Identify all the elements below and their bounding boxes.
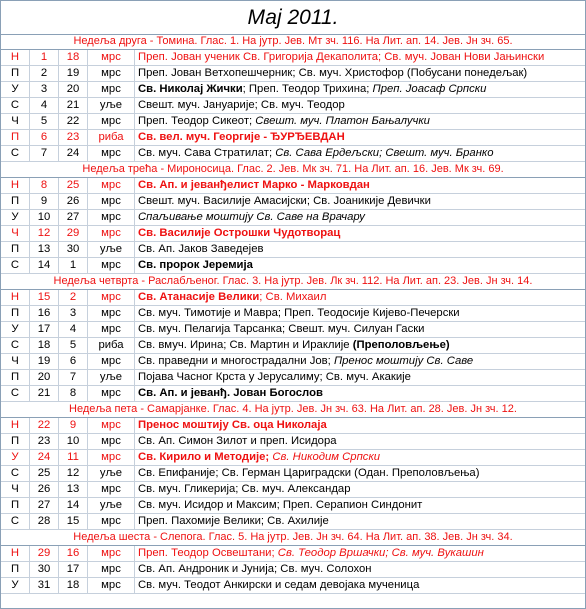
new-style-date-cell: 19 [30,354,59,369]
day-row [1,466,585,482]
week-header: Недеља пета - Самарјанке. Глас. 4. На јутр. Јев. Јн зч. 63. На Лит. ап. 28. Јев. Јн зч. 12. [1,402,585,418]
saints-cell [135,98,585,113]
saints-cell [135,194,585,209]
saint-text: Св. Ап. Андроник и Јунија; Св. муч. Солохон [138,563,372,575]
saints-cell [135,578,585,593]
saint-text: Св. муч. Пелагија Тарсанка; Свешт. муч. Силуан Гаски [138,323,425,335]
new-style-date-cell: 2 [30,66,59,81]
saints-cell [135,242,585,257]
saints-cell [135,290,585,305]
weekday-cell: У [1,210,30,225]
saint-text: Свешт. муч. Јануарије; Св. муч. Теодор [138,99,345,111]
saints-cell [135,130,585,145]
fasting-cell: мрс [88,562,135,577]
weekday-cell: Ч [1,226,30,241]
saints-cell [135,210,585,225]
new-style-date-cell: 20 [30,370,59,385]
saints-cell [135,306,585,321]
saint-text: Св. Сава Ердељски; Свешт. муч. Бранко [275,147,494,159]
fasting-cell: мрс [88,66,135,81]
new-style-date-cell: 27 [30,498,59,513]
new-style-date-cell: 30 [30,562,59,577]
saint-text: Св. пророк Јеремија [138,259,253,271]
saint-text: Преп. Теодор Сикеот; [138,115,256,127]
day-row [1,354,585,370]
saints-cell [135,114,585,129]
weekday-cell: С [1,146,30,161]
saints-cell [135,146,585,161]
saints-cell [135,434,585,449]
new-style-date-cell: 9 [30,194,59,209]
day-row [1,562,585,578]
old-style-date-cell: 1 [59,258,88,273]
fasting-cell: мрс [88,210,135,225]
day-row [1,194,585,210]
old-style-date-cell: 18 [59,50,88,65]
old-style-date-cell: 26 [59,194,88,209]
saint-text: Преп. Пахомије Велики; Св. Ахилије [138,515,329,527]
weekday-cell: П [1,370,30,385]
new-style-date-cell: 16 [30,306,59,321]
day-row [1,322,585,338]
old-style-date-cell: 21 [59,98,88,113]
saints-cell [135,338,585,353]
day-row [1,418,585,434]
day-row [1,578,585,594]
day-row [1,130,585,146]
fasting-cell: мрс [88,146,135,161]
weekday-cell: П [1,194,30,209]
saint-text: Појава Часног Крста у Јерусалиму; Св. муч. Акакије [138,371,411,383]
saint-text: Св. Теодор Вршачки; Св. муч. Вукашин [277,547,484,559]
saint-text: Преп. Јован ученик Св. Григорија Декаполита; Св. муч. Јован Нови Јањински [138,51,545,63]
saint-text: Пренос моштију Св. оца Николаја [138,419,327,431]
saint-text: ; Преп. Теодор Трихина; [242,83,373,95]
day-row [1,386,585,402]
saint-text: Св. Епифаније; Св. Герман Цариградски (Одан. Преполовљења) [138,467,480,479]
old-style-date-cell: 23 [59,130,88,145]
day-row [1,498,585,514]
fasting-cell: риба [88,338,135,353]
week-header: Недеља шеста - Слепога. Глас. 5. На јутр. Јев. Јн зч. 64. На Лит. ап. 38. Јев. Јн зч. 34. [1,530,585,546]
weekday-cell: П [1,130,30,145]
old-style-date-cell: 4 [59,322,88,337]
old-style-date-cell: 2 [59,290,88,305]
day-row [1,98,585,114]
day-row [1,450,585,466]
saint-text: Свешт. муч. Платон Бањалучки [255,115,430,127]
day-row [1,370,585,386]
old-style-date-cell: 22 [59,114,88,129]
old-style-date-cell: 12 [59,466,88,481]
weekday-cell: Н [1,290,30,305]
day-row [1,546,585,562]
new-style-date-cell: 26 [30,482,59,497]
saints-cell [135,370,585,385]
new-style-date-cell: 21 [30,386,59,401]
saints-cell [135,226,585,241]
saints-cell [135,498,585,513]
saint-text: Преп. Теодор Освештани; [138,547,278,559]
fasting-cell: мрс [88,114,135,129]
new-style-date-cell: 14 [30,258,59,273]
fasting-cell: мрс [88,306,135,321]
saints-cell [135,386,585,401]
saint-text: Св. Ап. и јеванђ. Јован Богослов [138,387,323,399]
new-style-date-cell: 25 [30,466,59,481]
weekday-cell: У [1,450,30,465]
saint-text: ; Св. Михаил [259,291,327,303]
old-style-date-cell: 14 [59,498,88,513]
day-row [1,434,585,450]
weekday-cell: У [1,322,30,337]
old-style-date-cell: 17 [59,562,88,577]
fasting-cell: мрс [88,290,135,305]
weekday-cell: Ч [1,482,30,497]
new-style-date-cell: 8 [30,178,59,193]
fasting-cell: уље [88,370,135,385]
saints-cell [135,66,585,81]
old-style-date-cell: 29 [59,226,88,241]
old-style-date-cell: 25 [59,178,88,193]
fasting-cell: мрс [88,194,135,209]
saints-cell [135,418,585,433]
weekday-cell: С [1,338,30,353]
new-style-date-cell: 22 [30,418,59,433]
new-style-date-cell: 31 [30,578,59,593]
fasting-cell: уље [88,466,135,481]
saint-text: Св. вел. муч. Георгије - ЂУРЂЕВДАН [138,131,345,143]
fasting-cell: мрс [88,450,135,465]
day-row [1,178,585,194]
weekday-cell: С [1,514,30,529]
old-style-date-cell: 19 [59,66,88,81]
day-row [1,114,585,130]
weekday-cell: П [1,242,30,257]
fasting-cell: мрс [88,82,135,97]
day-row [1,306,585,322]
weekday-cell: П [1,434,30,449]
fasting-cell: мрс [88,434,135,449]
saint-text: Св. муч. Сава Стратилат; [138,147,276,159]
old-style-date-cell: 13 [59,482,88,497]
saints-cell [135,82,585,97]
old-style-date-cell: 6 [59,354,88,369]
fasting-cell: мрс [88,578,135,593]
saint-text: Св. Николај Жички [138,83,243,95]
day-row [1,82,585,98]
saint-text: Св. Кирило и Методије; [138,451,273,463]
saint-text: Св. Ап. и јеванђелист Марко - Марковдан [138,179,370,191]
saint-text: Преп. Јоасаф Српски [372,83,487,95]
old-style-date-cell: 10 [59,434,88,449]
saints-cell [135,514,585,529]
saint-text: Преп. Јован Ветхопешчерник; Св. муч. Христофор (Побусани понедељак) [138,67,528,79]
new-style-date-cell: 15 [30,290,59,305]
old-style-date-cell: 16 [59,546,88,561]
weekday-cell: Ч [1,114,30,129]
new-style-date-cell: 24 [30,450,59,465]
weekday-cell: Ч [1,354,30,369]
old-style-date-cell: 15 [59,514,88,529]
weekday-cell: П [1,498,30,513]
saints-cell [135,322,585,337]
week-header: Недеља друга - Томина. Глас. 1. На јутр. Јев. Мт зч. 116. На Лит. ап. 14. Јев. Јн зч. 65. [1,34,585,50]
saint-text: Св. муч. Тимотије и Мавра; Преп. Теодосије Кијево-Печерски [138,307,460,319]
saint-text: Св. Атанасије Велики [138,291,260,303]
fasting-cell: уље [88,498,135,513]
new-style-date-cell: 28 [30,514,59,529]
day-row [1,210,585,226]
day-row [1,338,585,354]
weekday-cell: С [1,466,30,481]
day-row [1,258,585,274]
saints-cell [135,50,585,65]
new-style-date-cell: 4 [30,98,59,113]
fasting-cell: мрс [88,482,135,497]
new-style-date-cell: 6 [30,130,59,145]
saints-cell [135,482,585,497]
saint-text: Свешт. муч. Василије Амасијски; Св. Јоаникије Девички [138,195,431,207]
old-style-date-cell: 11 [59,450,88,465]
old-style-date-cell: 5 [59,338,88,353]
saint-text: Св. вмуч. Ирина; Св. Мартин и Ираклије [138,339,353,351]
new-style-date-cell: 7 [30,146,59,161]
fasting-cell: мрс [88,354,135,369]
day-row [1,482,585,498]
saint-text: Св. праведни и многострадални Јов; [138,355,334,367]
saint-text: Спаљивање моштију Св. Саве на Врачару [138,211,365,223]
weekday-cell: Н [1,50,30,65]
fasting-cell: мрс [88,322,135,337]
new-style-date-cell: 12 [30,226,59,241]
fasting-cell: мрс [88,514,135,529]
saint-text: Св. муч. Исидор и Максим; Преп. Серапион Синдонит [138,499,423,511]
saints-cell [135,258,585,273]
day-row [1,290,585,306]
weekday-cell: У [1,578,30,593]
week-header: Недеља четврта - Раслабљеног. Глас. 3. На јутр. Јев. Лк зч. 112. На Лит. ап. 23. Јев. Јн зч. 14. [1,274,585,290]
saint-text: Пренос моштију Св. Саве [333,355,474,367]
saint-text: (Преполовљење) [352,339,450,351]
fasting-cell: мрс [88,418,135,433]
weekday-cell: П [1,66,30,81]
new-style-date-cell: 18 [30,338,59,353]
saint-text: Св. муч. Теодот Анкирски и седам девојака мученица [138,579,420,591]
saint-text: Св. Василије Острошки Чудотворац [138,227,341,239]
weekday-cell: Н [1,546,30,561]
month-title: Мај 2011. [1,1,585,35]
weekday-cell: П [1,562,30,577]
saint-text: Св. Ап. Јаков Заведејев [138,243,264,255]
old-style-date-cell: 20 [59,82,88,97]
fasting-cell: мрс [88,226,135,241]
fasting-cell: мрс [88,386,135,401]
day-row [1,226,585,242]
day-row [1,146,585,162]
fasting-cell: мрс [88,546,135,561]
old-style-date-cell: 30 [59,242,88,257]
day-row [1,242,585,258]
day-row [1,514,585,530]
new-style-date-cell: 29 [30,546,59,561]
old-style-date-cell: 18 [59,578,88,593]
weekday-cell: С [1,98,30,113]
saints-cell [135,450,585,465]
saints-cell [135,546,585,561]
fasting-cell: мрс [88,178,135,193]
new-style-date-cell: 23 [30,434,59,449]
weekday-cell: С [1,386,30,401]
new-style-date-cell: 1 [30,50,59,65]
saints-cell [135,466,585,481]
new-style-date-cell: 3 [30,82,59,97]
new-style-date-cell: 13 [30,242,59,257]
saints-cell [135,178,585,193]
saint-text: Св. Ап. Симон Зилот и преп. Исидора [138,435,337,447]
saints-cell [135,562,585,577]
fasting-cell: мрс [88,258,135,273]
day-row [1,50,585,66]
old-style-date-cell: 9 [59,418,88,433]
fasting-cell: уље [88,242,135,257]
new-style-date-cell: 5 [30,114,59,129]
fasting-cell: мрс [88,50,135,65]
week-header: Недеља трећа - Мироносица. Глас. 2. Јев. Мк зч. 71. На Лит. ап. 16. Јев. Мк зч. 69. [1,162,585,178]
old-style-date-cell: 3 [59,306,88,321]
weekday-cell: Н [1,178,30,193]
weekday-cell: Н [1,418,30,433]
new-style-date-cell: 10 [30,210,59,225]
fasting-cell: уље [88,98,135,113]
weekday-cell: У [1,82,30,97]
old-style-date-cell: 8 [59,386,88,401]
old-style-date-cell: 24 [59,146,88,161]
fasting-cell: риба [88,130,135,145]
saint-text: Св. Никодим Српски [272,451,381,463]
old-style-date-cell: 7 [59,370,88,385]
new-style-date-cell: 17 [30,322,59,337]
old-style-date-cell: 27 [59,210,88,225]
weekday-cell: П [1,306,30,321]
saints-cell [135,354,585,369]
weekday-cell: С [1,258,30,273]
day-row [1,66,585,82]
saint-text: Св. муч. Гликерија; Св. муч. Александар [138,483,351,495]
